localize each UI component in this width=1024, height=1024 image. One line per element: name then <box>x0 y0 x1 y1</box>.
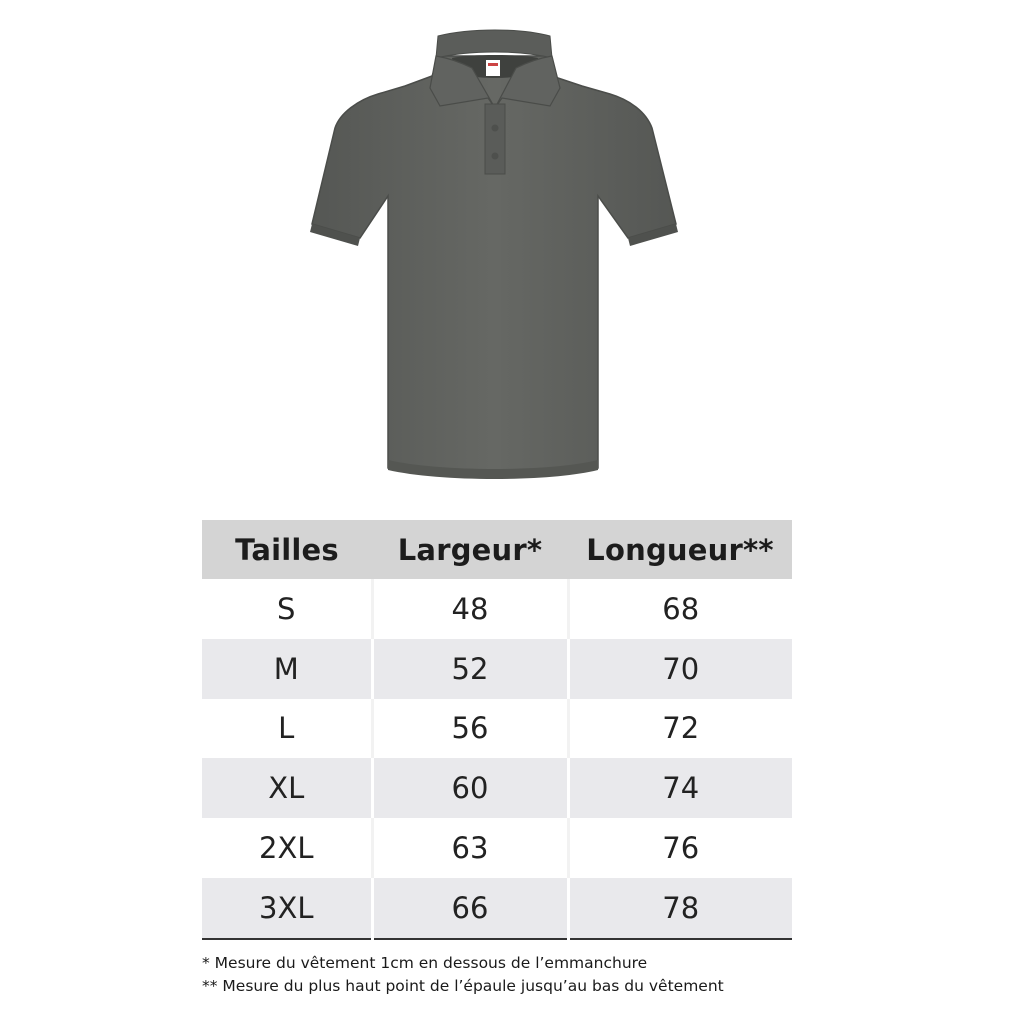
longueur-cell: 78 <box>568 878 792 939</box>
largeur-cell: 52 <box>372 639 568 699</box>
polo-shirt-image <box>300 28 690 488</box>
size-cell: 3XL <box>202 878 372 939</box>
table-row <box>202 579 792 639</box>
table-row <box>202 758 792 818</box>
largeur-cell: 56 <box>372 699 568 759</box>
table-row <box>202 878 792 939</box>
size-cell: 2XL <box>202 818 372 878</box>
size-cell: S <box>202 579 372 639</box>
longueur-cell: 68 <box>568 579 792 639</box>
longueur-cell: 70 <box>568 639 792 699</box>
size-chart-table <box>202 520 792 940</box>
longueur-cell: 74 <box>568 758 792 818</box>
table-row <box>202 699 792 759</box>
largeur-cell: 63 <box>372 818 568 878</box>
largeur-cell: 66 <box>372 878 568 939</box>
polo-shirt-icon <box>300 28 690 488</box>
header-largeur: Largeur* <box>372 520 568 579</box>
footnotes <box>202 952 1002 998</box>
largeur-cell: 48 <box>372 579 568 639</box>
longueur-cell: 76 <box>568 818 792 878</box>
longueur-cell: 72 <box>568 699 792 759</box>
size-cell: XL <box>202 758 372 818</box>
table-header-row <box>202 520 792 579</box>
table-row <box>202 639 792 699</box>
footnote-largeur: * Mesure du vêtement 1cm en dessous de l’emmanchure <box>202 954 648 972</box>
header-tailles: Tailles <box>202 520 372 579</box>
size-cell: M <box>202 639 372 699</box>
footnote-longueur: ** Mesure du plus haut point de l’épaule jusqu’au bas du vêtement <box>202 977 724 995</box>
size-cell: L <box>202 699 372 759</box>
table-row <box>202 818 792 878</box>
largeur-cell: 60 <box>372 758 568 818</box>
header-longueur: Longueur** <box>568 520 792 579</box>
